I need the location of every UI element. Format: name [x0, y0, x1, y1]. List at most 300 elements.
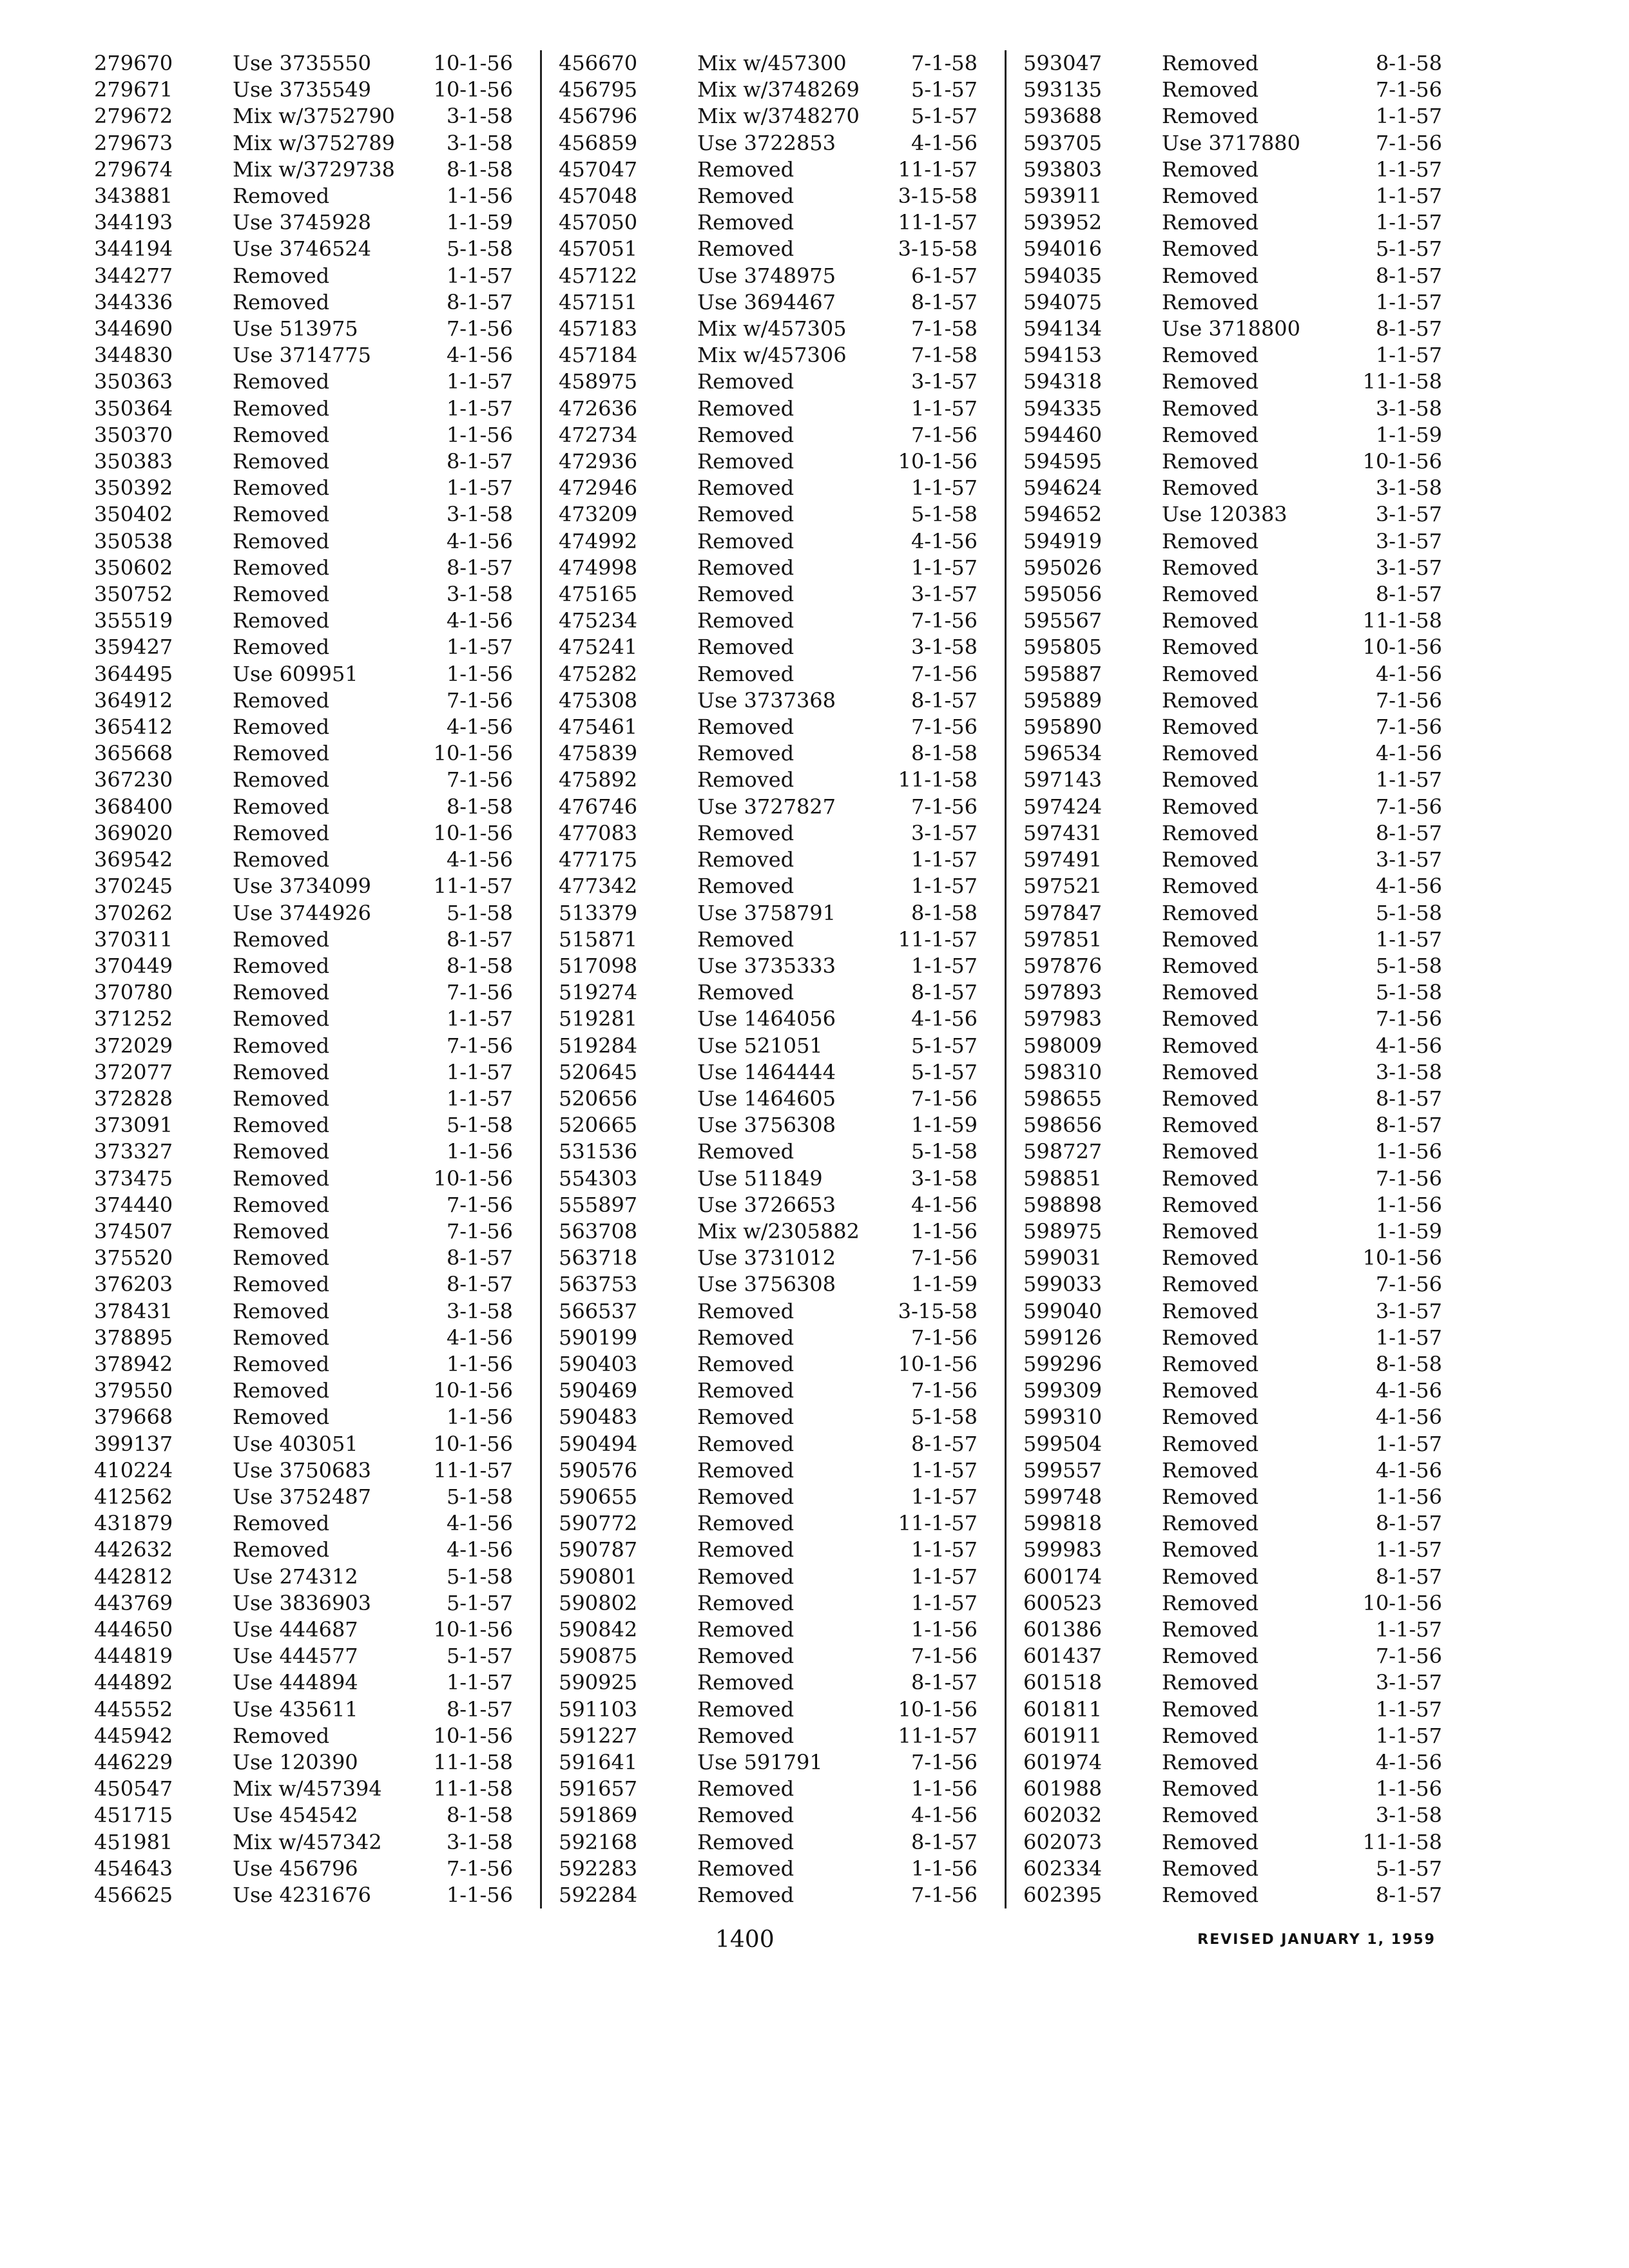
disposition: Use 521051: [697, 1033, 823, 1058]
list-column-2: [540, 50, 1005, 1908]
part-number: 599126: [1023, 1325, 1103, 1350]
table-row: [77, 1271, 540, 1298]
table-row: [77, 820, 540, 847]
table-row: [77, 740, 540, 767]
effective-date: 3-1-58: [911, 635, 978, 660]
table-row: [77, 873, 540, 899]
disposition: Removed: [1162, 1511, 1259, 1536]
table-row: [542, 103, 1005, 130]
effective-date: 1-1-56: [1375, 1192, 1442, 1217]
effective-date: 10-1-56: [433, 1378, 513, 1403]
effective-date: 4-1-56: [911, 528, 978, 553]
disposition: Use 444577: [233, 1644, 358, 1669]
disposition: Removed: [1162, 1245, 1259, 1271]
table-row: [542, 1802, 1005, 1829]
table-row: [77, 528, 540, 555]
table-row: [77, 794, 540, 820]
effective-date: 8-1-57: [911, 1670, 978, 1695]
table-row: [542, 50, 1005, 77]
disposition: Removed: [697, 608, 795, 633]
disposition: Removed: [1162, 741, 1259, 766]
disposition: Removed: [1162, 1829, 1259, 1854]
disposition: Removed: [697, 502, 795, 527]
table-row: [77, 475, 540, 501]
part-number: 344193: [94, 210, 173, 235]
disposition: Removed: [233, 1245, 330, 1271]
part-number: 355519: [94, 608, 173, 633]
table-row: [542, 1643, 1005, 1669]
effective-date: 8-1-57: [911, 1431, 978, 1456]
table-row: [542, 927, 1005, 953]
part-number: 563708: [559, 1218, 638, 1244]
disposition: Removed: [1162, 1776, 1259, 1802]
effective-date: 3-1-57: [911, 820, 978, 845]
disposition: Use 3731012: [697, 1245, 836, 1271]
effective-date: 4-1-56: [1375, 1033, 1442, 1058]
table-row: [542, 1351, 1005, 1378]
effective-date: 8-1-57: [446, 927, 513, 952]
disposition: Use 3735333: [697, 953, 836, 978]
part-number: 370262: [94, 900, 173, 925]
table-row: [77, 1112, 540, 1139]
effective-date: 1-1-57: [1375, 1431, 1442, 1456]
effective-date: 5-1-58: [1375, 900, 1442, 925]
disposition: Removed: [1162, 820, 1259, 845]
part-number: 593047: [1023, 51, 1103, 75]
table-row: [1007, 1298, 1469, 1325]
part-number: 597424: [1023, 794, 1103, 819]
part-number: 515871: [559, 927, 638, 952]
table-row: [542, 316, 1005, 342]
table-row: [542, 1669, 1005, 1696]
table-row: [542, 1856, 1005, 1882]
part-number: 519284: [559, 1033, 638, 1058]
disposition: Removed: [1162, 1457, 1259, 1483]
table-row: [542, 1192, 1005, 1218]
effective-date: 8-1-57: [1375, 1086, 1442, 1111]
part-number: 477175: [559, 847, 638, 872]
part-number: 520645: [559, 1059, 638, 1084]
effective-date: 4-1-56: [1375, 1405, 1442, 1430]
disposition: Removed: [233, 687, 330, 713]
part-number: 378431: [94, 1298, 173, 1323]
table-row: [542, 130, 1005, 157]
part-number: 590469: [559, 1378, 638, 1403]
disposition: Removed: [697, 1617, 795, 1642]
table-row: [77, 608, 540, 634]
part-number: 444819: [94, 1644, 173, 1669]
table-row: [1007, 157, 1469, 183]
part-number: 519281: [559, 1006, 638, 1032]
table-row: [77, 1776, 540, 1802]
table-row: [542, 767, 1005, 793]
table-row: [77, 1192, 540, 1218]
disposition: Removed: [233, 927, 330, 952]
table-row: [1007, 1059, 1469, 1086]
table-row: [1007, 979, 1469, 1006]
disposition: Use 513975: [233, 316, 358, 341]
part-number: 350392: [94, 476, 173, 501]
effective-date: 7-1-56: [911, 1883, 978, 1908]
part-number: 594595: [1023, 449, 1103, 474]
disposition: Use 3745928: [233, 210, 372, 235]
part-number: 595567: [1023, 608, 1103, 633]
table-row: [1007, 1245, 1469, 1271]
part-number: 594652: [1023, 502, 1103, 527]
disposition: Mix w/2305882: [697, 1218, 860, 1244]
part-number: 350602: [94, 555, 173, 580]
effective-date: 7-1-56: [911, 1644, 978, 1669]
disposition: Removed: [1162, 289, 1259, 314]
table-row: [542, 1537, 1005, 1563]
table-row: [77, 1033, 540, 1059]
table-row: [542, 1059, 1005, 1086]
disposition: Use 274312: [233, 1564, 358, 1589]
disposition: Removed: [697, 422, 795, 447]
disposition: Removed: [233, 1325, 330, 1350]
table-row: [77, 1590, 540, 1617]
disposition: Removed: [233, 608, 330, 633]
effective-date: 1-1-59: [911, 1272, 978, 1297]
table-row: [542, 1245, 1005, 1271]
effective-date: 4-1-56: [446, 343, 513, 368]
disposition: Removed: [1162, 396, 1259, 421]
part-number: 593135: [1023, 77, 1103, 102]
part-number: 599748: [1023, 1484, 1103, 1509]
table-row: [77, 1431, 540, 1457]
table-row: [1007, 50, 1469, 77]
disposition: Removed: [233, 1139, 330, 1164]
effective-date: 10-1-56: [1362, 1245, 1442, 1271]
part-number: 350538: [94, 528, 173, 553]
effective-date: 3-1-58: [1375, 1803, 1442, 1828]
disposition: Removed: [697, 582, 795, 607]
part-number: 599557: [1023, 1457, 1103, 1483]
effective-date: 5-1-57: [1375, 236, 1442, 262]
part-number: 373475: [94, 1166, 173, 1191]
disposition: Removed: [233, 289, 330, 314]
effective-date: 11-1-58: [433, 1750, 513, 1774]
effective-date: 11-1-58: [898, 767, 978, 793]
part-number: 597847: [1023, 900, 1103, 925]
effective-date: 7-1-58: [911, 316, 978, 341]
disposition: Removed: [697, 1696, 795, 1722]
table-row: [542, 1325, 1005, 1351]
effective-date: 10-1-56: [433, 77, 513, 102]
table-row: [77, 1856, 540, 1882]
disposition: Removed: [233, 741, 330, 766]
effective-date: 7-1-56: [446, 767, 513, 793]
effective-date: 4-1-56: [911, 1192, 978, 1217]
table-row: [542, 1166, 1005, 1192]
table-row: [1007, 900, 1469, 927]
effective-date: 8-1-58: [911, 900, 978, 925]
part-number: 372029: [94, 1033, 173, 1058]
part-number: 344830: [94, 343, 173, 368]
effective-date: 7-1-56: [446, 316, 513, 341]
effective-date: 10-1-56: [898, 1351, 978, 1376]
effective-date: 1-1-57: [1375, 184, 1442, 209]
effective-date: 4-1-56: [446, 1511, 513, 1536]
table-row: [1007, 1166, 1469, 1192]
disposition: Removed: [233, 422, 330, 447]
effective-date: 1-1-57: [446, 1006, 513, 1032]
disposition: Removed: [1162, 1298, 1259, 1323]
disposition: Removed: [697, 1670, 795, 1695]
part-number: 594035: [1023, 263, 1103, 288]
effective-date: 10-1-56: [433, 51, 513, 75]
effective-date: 4-1-56: [911, 130, 978, 155]
part-number: 592284: [559, 1883, 638, 1908]
table-row: [1007, 634, 1469, 660]
disposition: Removed: [697, 1590, 795, 1615]
table-row: [542, 1484, 1005, 1510]
effective-date: 1-1-57: [911, 874, 978, 899]
part-number: 456670: [559, 51, 638, 75]
effective-date: 7-1-56: [911, 1378, 978, 1403]
table-row: [542, 396, 1005, 422]
part-number: 344277: [94, 263, 173, 288]
effective-date: 7-1-56: [1375, 794, 1442, 819]
disposition: Removed: [1162, 1564, 1259, 1589]
effective-date: 8-1-58: [446, 1803, 513, 1828]
table-row: [542, 475, 1005, 501]
effective-date: 1-1-57: [911, 847, 978, 872]
disposition: Removed: [233, 1298, 330, 1323]
part-number: 457051: [559, 236, 638, 262]
part-number: 513379: [559, 900, 638, 925]
table-row: [1007, 342, 1469, 369]
effective-date: 1-1-56: [446, 1139, 513, 1164]
part-number: 370245: [94, 874, 173, 899]
part-number: 372077: [94, 1059, 173, 1084]
table-row: [542, 714, 1005, 740]
table-row: [1007, 289, 1469, 316]
table-row: [77, 422, 540, 448]
effective-date: 5-1-58: [911, 1405, 978, 1430]
disposition: Use 435611: [233, 1696, 358, 1722]
disposition: Removed: [233, 1272, 330, 1297]
table-row: [77, 50, 540, 77]
part-number: 590483: [559, 1405, 638, 1430]
disposition: Removed: [1162, 1644, 1259, 1669]
effective-date: 7-1-56: [911, 1325, 978, 1350]
disposition: Removed: [697, 1644, 795, 1669]
part-number: 598656: [1023, 1113, 1103, 1138]
table-row: [77, 1564, 540, 1590]
table-row: [542, 634, 1005, 660]
table-row: [542, 448, 1005, 475]
table-row: [77, 183, 540, 209]
effective-date: 4-1-56: [446, 528, 513, 553]
table-row: [77, 209, 540, 236]
disposition: Use 3717880: [1162, 130, 1301, 155]
part-number: 598310: [1023, 1059, 1103, 1084]
disposition: Removed: [1162, 953, 1259, 978]
part-number: 378895: [94, 1325, 173, 1350]
effective-date: 3-1-58: [911, 1166, 978, 1191]
disposition: Mix w/457300: [697, 51, 847, 75]
table-row: [77, 1245, 540, 1271]
effective-date: 1-1-57: [1375, 1537, 1442, 1562]
effective-date: 11-1-58: [1362, 608, 1442, 633]
part-number: 598727: [1023, 1139, 1103, 1164]
effective-date: 1-1-56: [1375, 1139, 1442, 1164]
table-row: [542, 1457, 1005, 1484]
table-row: [542, 687, 1005, 714]
disposition: Use 456796: [233, 1856, 358, 1881]
part-number: 600174: [1023, 1564, 1103, 1589]
effective-date: 7-1-56: [911, 661, 978, 686]
table-row: [1007, 1218, 1469, 1245]
part-number: 597143: [1023, 767, 1103, 793]
table-row: [1007, 873, 1469, 899]
table-row: [542, 236, 1005, 262]
table-row: [1007, 183, 1469, 209]
part-number: 451715: [94, 1803, 173, 1828]
part-number: 594624: [1023, 476, 1103, 501]
table-row: [77, 1404, 540, 1430]
table-row: [1007, 927, 1469, 953]
disposition: Removed: [1162, 51, 1259, 75]
disposition: Use 3722853: [697, 130, 836, 155]
disposition: Use 3737368: [697, 687, 836, 713]
disposition: Use 444894: [233, 1670, 358, 1695]
table-row: [542, 369, 1005, 395]
parts-table: [77, 50, 540, 1908]
effective-date: 3-1-57: [1375, 528, 1442, 553]
table-row: [1007, 369, 1469, 395]
table-row: [77, 714, 540, 740]
part-number: 596534: [1023, 741, 1103, 766]
effective-date: 8-1-57: [1375, 582, 1442, 607]
disposition: Mix w/3729738: [233, 157, 395, 182]
effective-date: 1-1-57: [446, 369, 513, 394]
effective-date: 1-1-57: [1375, 289, 1442, 314]
part-number: 375520: [94, 1245, 173, 1271]
table-row: [542, 820, 1005, 847]
effective-date: 7-1-56: [1375, 715, 1442, 740]
disposition: Removed: [697, 528, 795, 553]
part-number: 595056: [1023, 582, 1103, 607]
effective-date: 1-1-57: [1375, 343, 1442, 368]
effective-date: 8-1-58: [446, 953, 513, 978]
table-row: [542, 847, 1005, 873]
disposition: Removed: [697, 1431, 795, 1456]
effective-date: 1-1-57: [1375, 927, 1442, 952]
disposition: Mix w/457394: [233, 1776, 382, 1802]
part-number: 350370: [94, 422, 173, 447]
disposition: Removed: [1162, 687, 1259, 713]
disposition: Removed: [697, 1856, 795, 1881]
effective-date: 11-1-57: [898, 1511, 978, 1536]
table-row: [77, 661, 540, 687]
table-row: [77, 157, 540, 183]
effective-date: 3-1-58: [446, 502, 513, 527]
effective-date: 4-1-56: [911, 1803, 978, 1828]
table-row: [1007, 740, 1469, 767]
disposition: Removed: [697, 1803, 795, 1828]
effective-date: 4-1-56: [1375, 661, 1442, 686]
effective-date: 3-1-58: [446, 130, 513, 155]
part-number: 476746: [559, 794, 638, 819]
effective-date: 5-1-57: [911, 1033, 978, 1058]
disposition: Removed: [233, 767, 330, 793]
part-number: 602073: [1023, 1829, 1103, 1854]
part-number: 592283: [559, 1856, 638, 1881]
part-number: 477083: [559, 820, 638, 845]
effective-date: 7-1-56: [446, 1218, 513, 1244]
table-row: [1007, 1723, 1469, 1749]
effective-date: 10-1-56: [433, 820, 513, 845]
disposition: Removed: [233, 1192, 330, 1217]
part-number: 563753: [559, 1272, 638, 1297]
disposition: Use 403051: [233, 1431, 358, 1456]
table-row: [542, 1271, 1005, 1298]
part-number: 279671: [94, 77, 173, 102]
table-row: [1007, 316, 1469, 342]
table-row: [1007, 608, 1469, 634]
part-number: 590801: [559, 1564, 638, 1589]
part-number: 472734: [559, 422, 638, 447]
disposition: Removed: [1162, 1750, 1259, 1774]
disposition: Removed: [697, 820, 795, 845]
effective-date: 4-1-56: [446, 847, 513, 872]
effective-date: 5-1-57: [1375, 1856, 1442, 1881]
table-row: [1007, 209, 1469, 236]
disposition: Removed: [1162, 1883, 1259, 1908]
table-row: [542, 740, 1005, 767]
effective-date: 8-1-57: [1375, 316, 1442, 341]
table-row: [1007, 581, 1469, 608]
part-number: 602032: [1023, 1803, 1103, 1828]
disposition: Removed: [233, 980, 330, 1005]
disposition: Removed: [233, 820, 330, 845]
part-number: 443769: [94, 1590, 173, 1615]
table-row: [1007, 1749, 1469, 1776]
effective-date: 1-1-57: [911, 1590, 978, 1615]
table-row: [542, 661, 1005, 687]
disposition: Removed: [1162, 157, 1259, 182]
table-row: [1007, 1696, 1469, 1723]
disposition: Removed: [233, 449, 330, 474]
disposition: Use 3744926: [233, 900, 372, 925]
part-number: 399137: [94, 1431, 173, 1456]
part-number: 456796: [559, 104, 638, 129]
part-number: 590925: [559, 1670, 638, 1695]
effective-date: 8-1-57: [446, 1272, 513, 1297]
disposition: Removed: [697, 1139, 795, 1164]
table-row: [77, 979, 540, 1006]
effective-date: 1-1-59: [1375, 422, 1442, 447]
disposition: Removed: [1162, 1590, 1259, 1615]
table-row: [1007, 422, 1469, 448]
table-row: [542, 209, 1005, 236]
table-row: [1007, 501, 1469, 528]
disposition: Removed: [233, 1218, 330, 1244]
effective-date: 10-1-56: [433, 741, 513, 766]
disposition: Mix w/3752789: [233, 130, 395, 155]
effective-date: 5-1-58: [446, 1564, 513, 1589]
table-row: [542, 1829, 1005, 1856]
effective-date: 11-1-58: [1362, 1829, 1442, 1854]
part-number: 379668: [94, 1405, 173, 1430]
disposition: Removed: [233, 1537, 330, 1562]
disposition: Use 3735549: [233, 77, 372, 102]
disposition: Mix w/3748269: [697, 77, 860, 102]
effective-date: 4-1-56: [1375, 1378, 1442, 1403]
table-row: [77, 130, 540, 157]
